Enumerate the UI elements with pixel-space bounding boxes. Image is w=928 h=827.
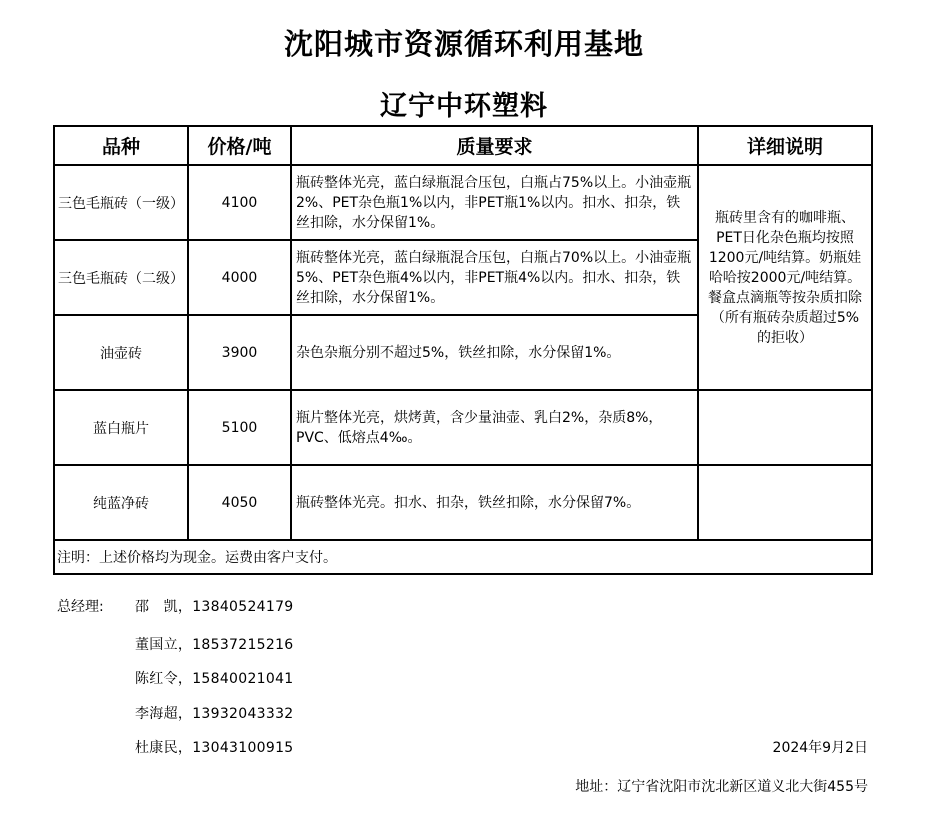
table-row — [54, 465, 872, 540]
contact-item: 李海超，13932043332 — [135, 706, 294, 722]
variety-cell: 纯蓝净砖 — [54, 465, 188, 540]
price-cell: 4000 — [188, 240, 291, 315]
variety-cell: 三色毛瓶砖（二级） — [54, 240, 188, 315]
price-table — [53, 125, 873, 575]
document-date: 2024年9月2日 — [772, 740, 868, 756]
page-title: 沈阳城市资源循环利用基地 — [283, 27, 644, 61]
variety-cell: 油壶砖 — [54, 315, 188, 390]
column-header-quality: 质量要求 — [291, 126, 698, 165]
table-row — [54, 165, 872, 240]
company-address: 地址：辽宁省沈阳市沈北新区道义北大街455号 — [575, 779, 868, 795]
contact-item: 董国立，18537215216 — [135, 637, 294, 653]
contact-item: 邵 凯，13840524179 — [135, 599, 294, 615]
price-cell: 4050 — [188, 465, 291, 540]
detail-cell-empty — [698, 390, 872, 465]
quality-cell: 瓶砖整体光亮。扣水、扣杂，铁丝扣除，水分保留7%。 — [291, 465, 698, 540]
column-header-price: 价格/吨 — [188, 126, 291, 165]
contact-item: 陈红令，15840021041 — [135, 671, 294, 687]
price-cell: 5100 — [188, 390, 291, 465]
variety-cell: 蓝白瓶片 — [54, 390, 188, 465]
company-name: 辽宁中环塑料 — [380, 91, 548, 122]
quality-cell: 瓶片整体光亮，烘烤黄，含少量油壶、乳白2%，杂质8%，PVC、低熔点4‰。 — [291, 390, 698, 465]
column-header-detail: 详细说明 — [698, 126, 872, 165]
detail-cell-empty — [698, 465, 872, 540]
price-cell: 4100 — [188, 165, 291, 240]
contact-item: 杜康民，13043100915 — [135, 740, 294, 756]
price-note: 注明：上述价格均为现金。运费由客户支付。 — [54, 540, 872, 574]
variety-cell: 三色毛瓶砖（一级） — [54, 165, 188, 240]
quality-cell: 杂色杂瓶分别不超过5%，铁丝扣除，水分保留1%。 — [291, 315, 698, 390]
column-header-variety: 品种 — [54, 126, 188, 165]
table-header-row — [54, 126, 872, 165]
price-cell: 3900 — [188, 315, 291, 390]
table-row — [54, 390, 872, 465]
quality-cell: 瓶砖整体光亮，蓝白绿瓶混合压包，白瓶占70%以上。小油壶瓶5%、PET杂色瓶4%以内，非PET瓶4%以内。扣水、扣杂，铁丝扣除，水分保留1%。 — [291, 240, 698, 315]
contact-label: 总经理: — [57, 599, 104, 615]
note-row — [54, 540, 872, 574]
quality-cell: 瓶砖整体光亮，蓝白绿瓶混合压包，白瓶占75%以上。小油壶瓶2%、PET杂色瓶1%以内，非PET瓶1%以内。扣水、扣杂，铁丝扣除，水分保留1%。 — [291, 165, 698, 240]
detail-cell: 瓶砖里含有的咖啡瓶、PET日化杂色瓶均按照1200元/吨结算。奶瓶娃哈哈按2000元/吨结算。餐盒点滴瓶等按杂质扣除（所有瓶砖杂质超过5%的拒收） — [698, 165, 872, 390]
